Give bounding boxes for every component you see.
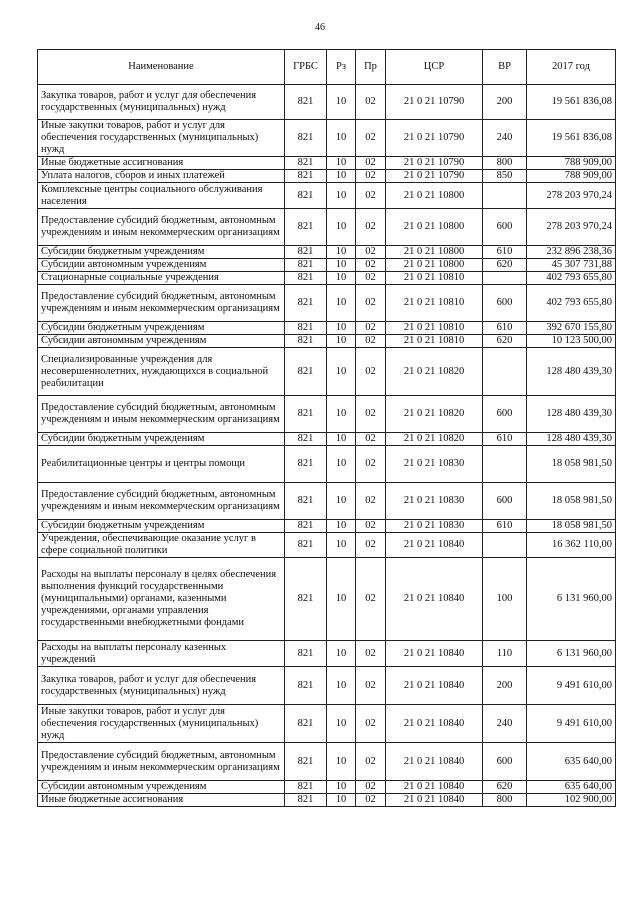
cell-amount: 18 058 981,50 xyxy=(527,446,616,483)
table-row xyxy=(38,322,616,335)
cell-name: Субсидии бюджетным учреждениям xyxy=(38,520,285,533)
cell-csr: 21 0 21 10820 xyxy=(386,396,483,433)
cell-pr: 02 xyxy=(356,120,386,157)
cell-csr: 21 0 21 10810 xyxy=(386,285,483,322)
cell-grbs: 821 xyxy=(285,705,327,743)
cell-amount: 18 058 981,50 xyxy=(527,483,616,520)
cell-vr: 200 xyxy=(483,85,527,120)
cell-rz: 10 xyxy=(327,272,356,285)
cell-pr: 02 xyxy=(356,433,386,446)
cell-name: Предоставление субсидий бюджетным, автономным учреждениям и иным некоммерческим организациям xyxy=(38,285,285,322)
column-header-vr: ВР xyxy=(483,50,527,85)
cell-pr: 02 xyxy=(356,781,386,794)
cell-vr xyxy=(483,348,527,396)
cell-pr: 02 xyxy=(356,246,386,259)
cell-amount: 45 307 731,88 xyxy=(527,259,616,272)
cell-csr: 21 0 21 10790 xyxy=(386,157,483,170)
cell-rz: 10 xyxy=(327,641,356,667)
cell-csr: 21 0 21 10800 xyxy=(386,259,483,272)
cell-name: Стационарные социальные учреждения xyxy=(38,272,285,285)
cell-grbs: 821 xyxy=(285,120,327,157)
table-row xyxy=(38,85,616,120)
cell-vr: 800 xyxy=(483,157,527,170)
cell-name: Уплата налогов, сборов и иных платежей xyxy=(38,170,285,183)
cell-name: Предоставление субсидий бюджетным, автономным учреждениям и иным некоммерческим организациям xyxy=(38,396,285,433)
cell-amount: 402 793 655,80 xyxy=(527,272,616,285)
cell-csr: 21 0 21 10840 xyxy=(386,533,483,558)
cell-vr: 800 xyxy=(483,794,527,807)
cell-vr: 610 xyxy=(483,433,527,446)
cell-amount: 18 058 981,50 xyxy=(527,520,616,533)
cell-name: Расходы на выплаты персоналу казенных учреждений xyxy=(38,641,285,667)
cell-csr: 21 0 21 10840 xyxy=(386,641,483,667)
cell-rz: 10 xyxy=(327,667,356,705)
cell-vr xyxy=(483,272,527,285)
cell-amount: 788 909,00 xyxy=(527,170,616,183)
table-row xyxy=(38,272,616,285)
cell-amount: 128 480 439,30 xyxy=(527,348,616,396)
table-row xyxy=(38,794,616,807)
table-row xyxy=(38,743,616,781)
table-row xyxy=(38,157,616,170)
cell-grbs: 821 xyxy=(285,743,327,781)
cell-pr: 02 xyxy=(356,85,386,120)
cell-rz: 10 xyxy=(327,170,356,183)
cell-grbs: 821 xyxy=(285,335,327,348)
cell-grbs: 821 xyxy=(285,259,327,272)
cell-amount: 9 491 610,00 xyxy=(527,667,616,705)
cell-vr xyxy=(483,533,527,558)
cell-name: Субсидии автономным учреждениям xyxy=(38,335,285,348)
column-header-pr: Пр xyxy=(356,50,386,85)
cell-grbs: 821 xyxy=(285,641,327,667)
cell-csr: 21 0 21 10810 xyxy=(386,322,483,335)
cell-pr: 02 xyxy=(356,272,386,285)
cell-grbs: 821 xyxy=(285,433,327,446)
cell-vr: 600 xyxy=(483,396,527,433)
cell-pr: 02 xyxy=(356,558,386,641)
cell-amount: 16 362 110,00 xyxy=(527,533,616,558)
table-row xyxy=(38,170,616,183)
table-row xyxy=(38,483,616,520)
cell-grbs: 821 xyxy=(285,348,327,396)
cell-name: Расходы на выплаты персоналу в целях обеспечения выполнения функций государственными (муниципальными) органами, казенными учреждениями, органами управления государственными внебюджетными фондами xyxy=(38,558,285,641)
cell-pr: 02 xyxy=(356,209,386,246)
cell-vr: 610 xyxy=(483,520,527,533)
cell-name: Специализированные учреждения для несовершеннолетних, нуждающихся в социальной реабилитации xyxy=(38,348,285,396)
table-row xyxy=(38,667,616,705)
cell-rz: 10 xyxy=(327,335,356,348)
cell-vr: 620 xyxy=(483,259,527,272)
page-number: 46 xyxy=(315,22,325,33)
cell-amount: 6 131 960,00 xyxy=(527,641,616,667)
table-row xyxy=(38,558,616,641)
cell-amount: 102 900,00 xyxy=(527,794,616,807)
cell-name: Иные бюджетные ассигнования xyxy=(38,794,285,807)
cell-pr: 02 xyxy=(356,157,386,170)
cell-rz: 10 xyxy=(327,483,356,520)
cell-grbs: 821 xyxy=(285,483,327,520)
cell-amount: 278 203 970,24 xyxy=(527,209,616,246)
cell-grbs: 821 xyxy=(285,183,327,209)
table-row xyxy=(38,335,616,348)
cell-pr: 02 xyxy=(356,794,386,807)
cell-name: Иные бюджетные ассигнования xyxy=(38,157,285,170)
table-row xyxy=(38,533,616,558)
cell-vr: 600 xyxy=(483,483,527,520)
cell-rz: 10 xyxy=(327,157,356,170)
cell-vr: 850 xyxy=(483,170,527,183)
cell-vr: 600 xyxy=(483,209,527,246)
cell-vr: 100 xyxy=(483,558,527,641)
table-row xyxy=(38,246,616,259)
cell-csr: 21 0 21 10800 xyxy=(386,209,483,246)
cell-grbs: 821 xyxy=(285,781,327,794)
cell-grbs: 821 xyxy=(285,558,327,641)
cell-grbs: 821 xyxy=(285,209,327,246)
cell-pr: 02 xyxy=(356,348,386,396)
cell-vr: 610 xyxy=(483,322,527,335)
cell-grbs: 821 xyxy=(285,520,327,533)
cell-name: Субсидии бюджетным учреждениям xyxy=(38,246,285,259)
cell-rz: 10 xyxy=(327,348,356,396)
cell-name: Иные закупки товаров, работ и услуг для обеспечения государственных (муниципальных) нужд xyxy=(38,705,285,743)
cell-name: Закупка товаров, работ и услуг для обеспечения государственных (муниципальных) нужд xyxy=(38,85,285,120)
cell-csr: 21 0 21 10800 xyxy=(386,246,483,259)
cell-amount: 19 561 836,08 xyxy=(527,120,616,157)
column-header-csr: ЦСР xyxy=(386,50,483,85)
cell-amount: 128 480 439,30 xyxy=(527,396,616,433)
cell-csr: 21 0 21 10810 xyxy=(386,272,483,285)
cell-rz: 10 xyxy=(327,705,356,743)
cell-name: Субсидии автономным учреждениям xyxy=(38,781,285,794)
cell-csr: 21 0 21 10830 xyxy=(386,520,483,533)
cell-pr: 02 xyxy=(356,322,386,335)
cell-amount: 232 896 238,36 xyxy=(527,246,616,259)
cell-vr: 610 xyxy=(483,246,527,259)
table-body xyxy=(38,85,616,807)
cell-vr: 240 xyxy=(483,705,527,743)
cell-name: Предоставление субсидий бюджетным, автономным учреждениям и иным некоммерческим организациям xyxy=(38,743,285,781)
cell-vr xyxy=(483,446,527,483)
cell-pr: 02 xyxy=(356,170,386,183)
column-header-rz: Рз xyxy=(327,50,356,85)
cell-rz: 10 xyxy=(327,322,356,335)
cell-csr: 21 0 21 10800 xyxy=(386,183,483,209)
table-row xyxy=(38,520,616,533)
table-row xyxy=(38,446,616,483)
cell-csr: 21 0 21 10790 xyxy=(386,120,483,157)
cell-name: Учреждения, обеспечивающие оказание услуг в сфере социальной политики xyxy=(38,533,285,558)
cell-pr: 02 xyxy=(356,396,386,433)
cell-name: Комплексные центры социального обслуживания населения xyxy=(38,183,285,209)
cell-rz: 10 xyxy=(327,85,356,120)
cell-vr xyxy=(483,183,527,209)
cell-pr: 02 xyxy=(356,259,386,272)
cell-rz: 10 xyxy=(327,209,356,246)
table-row xyxy=(38,705,616,743)
cell-grbs: 821 xyxy=(285,170,327,183)
cell-name: Закупка товаров, работ и услуг для обеспечения государственных (муниципальных) нужд xyxy=(38,667,285,705)
cell-amount: 9 491 610,00 xyxy=(527,705,616,743)
cell-csr: 21 0 21 10840 xyxy=(386,781,483,794)
cell-rz: 10 xyxy=(327,120,356,157)
cell-grbs: 821 xyxy=(285,794,327,807)
cell-amount: 19 561 836,08 xyxy=(527,85,616,120)
cell-amount: 635 640,00 xyxy=(527,743,616,781)
cell-rz: 10 xyxy=(327,781,356,794)
cell-amount: 128 480 439,30 xyxy=(527,433,616,446)
cell-rz: 10 xyxy=(327,433,356,446)
cell-csr: 21 0 21 10820 xyxy=(386,433,483,446)
cell-rz: 10 xyxy=(327,794,356,807)
cell-pr: 02 xyxy=(356,446,386,483)
cell-vr: 620 xyxy=(483,781,527,794)
cell-name: Предоставление субсидий бюджетным, автономным учреждениям и иным некоммерческим организациям xyxy=(38,483,285,520)
table-row xyxy=(38,396,616,433)
table-row xyxy=(38,641,616,667)
cell-rz: 10 xyxy=(327,743,356,781)
table-row xyxy=(38,259,616,272)
cell-csr: 21 0 21 10790 xyxy=(386,85,483,120)
cell-rz: 10 xyxy=(327,558,356,641)
cell-csr: 21 0 21 10840 xyxy=(386,705,483,743)
cell-vr: 620 xyxy=(483,335,527,348)
cell-csr: 21 0 21 10830 xyxy=(386,483,483,520)
budget-table xyxy=(37,49,616,807)
cell-name: Предоставление субсидий бюджетным, автономным учреждениям и иным некоммерческим организациям xyxy=(38,209,285,246)
cell-rz: 10 xyxy=(327,533,356,558)
cell-grbs: 821 xyxy=(285,246,327,259)
cell-vr: 200 xyxy=(483,667,527,705)
column-header-amount: 2017 год xyxy=(527,50,616,85)
cell-csr: 21 0 21 10810 xyxy=(386,335,483,348)
cell-csr: 21 0 21 10830 xyxy=(386,446,483,483)
cell-grbs: 821 xyxy=(285,157,327,170)
cell-csr: 21 0 21 10840 xyxy=(386,794,483,807)
cell-csr: 21 0 21 10840 xyxy=(386,558,483,641)
cell-amount: 788 909,00 xyxy=(527,157,616,170)
cell-rz: 10 xyxy=(327,446,356,483)
cell-vr: 600 xyxy=(483,285,527,322)
cell-name: Субсидии автономным учреждениям xyxy=(38,259,285,272)
cell-csr: 21 0 21 10820 xyxy=(386,348,483,396)
cell-rz: 10 xyxy=(327,520,356,533)
cell-rz: 10 xyxy=(327,396,356,433)
table-header-row xyxy=(38,50,616,85)
cell-grbs: 821 xyxy=(285,667,327,705)
cell-rz: 10 xyxy=(327,246,356,259)
cell-amount: 278 203 970,24 xyxy=(527,183,616,209)
cell-pr: 02 xyxy=(356,285,386,322)
table-row xyxy=(38,433,616,446)
cell-csr: 21 0 21 10790 xyxy=(386,170,483,183)
cell-name: Субсидии бюджетным учреждениям xyxy=(38,433,285,446)
table-row xyxy=(38,348,616,396)
cell-amount: 635 640,00 xyxy=(527,781,616,794)
cell-vr: 240 xyxy=(483,120,527,157)
cell-pr: 02 xyxy=(356,335,386,348)
table-row xyxy=(38,120,616,157)
cell-amount: 402 793 655,80 xyxy=(527,285,616,322)
cell-pr: 02 xyxy=(356,183,386,209)
table-row xyxy=(38,183,616,209)
cell-grbs: 821 xyxy=(285,396,327,433)
cell-rz: 10 xyxy=(327,285,356,322)
cell-grbs: 821 xyxy=(285,533,327,558)
table-row xyxy=(38,285,616,322)
cell-grbs: 821 xyxy=(285,285,327,322)
cell-amount: 10 123 500,00 xyxy=(527,335,616,348)
column-header-grbs: ГРБС xyxy=(285,50,327,85)
cell-vr: 600 xyxy=(483,743,527,781)
cell-rz: 10 xyxy=(327,183,356,209)
cell-pr: 02 xyxy=(356,705,386,743)
cell-vr: 110 xyxy=(483,641,527,667)
cell-grbs: 821 xyxy=(285,322,327,335)
cell-name: Субсидии бюджетным учреждениям xyxy=(38,322,285,335)
cell-pr: 02 xyxy=(356,641,386,667)
cell-grbs: 821 xyxy=(285,446,327,483)
cell-csr: 21 0 21 10840 xyxy=(386,667,483,705)
cell-grbs: 821 xyxy=(285,85,327,120)
table-row xyxy=(38,209,616,246)
cell-grbs: 821 xyxy=(285,272,327,285)
cell-name: Иные закупки товаров, работ и услуг для обеспечения государственных (муниципальных) нужд xyxy=(38,120,285,157)
cell-amount: 392 670 155,80 xyxy=(527,322,616,335)
table-row xyxy=(38,781,616,794)
cell-name: Реабилитационные центры и центры помощи xyxy=(38,446,285,483)
cell-pr: 02 xyxy=(356,520,386,533)
cell-csr: 21 0 21 10840 xyxy=(386,743,483,781)
cell-pr: 02 xyxy=(356,533,386,558)
cell-pr: 02 xyxy=(356,743,386,781)
column-header-name: Наименование xyxy=(38,50,285,85)
cell-amount: 6 131 960,00 xyxy=(527,558,616,641)
cell-pr: 02 xyxy=(356,483,386,520)
cell-pr: 02 xyxy=(356,667,386,705)
cell-rz: 10 xyxy=(327,259,356,272)
